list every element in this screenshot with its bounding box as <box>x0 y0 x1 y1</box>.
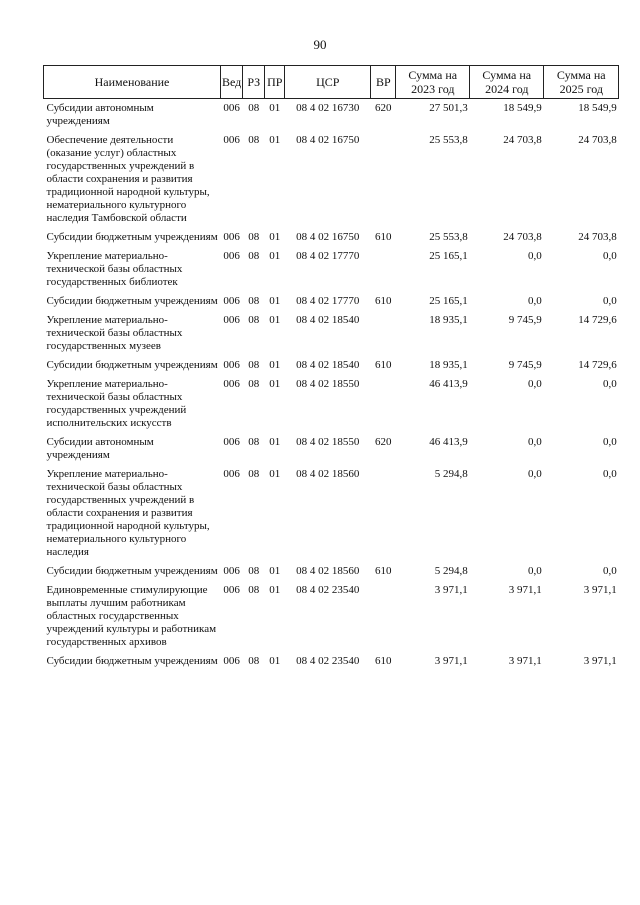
row-sum-2023: 46 413,9 <box>429 378 468 390</box>
row-name: Укрепление материально-технической базы областных государственных учреждений в области сохранения и развития традиционной народной культуры, нематериального культурного наследия <box>46 468 210 558</box>
row-sum-2025: 18 549,9 <box>578 102 617 114</box>
header-csr: ЦСР <box>285 66 371 99</box>
row-csr: 08 4 02 18540 <box>296 314 360 326</box>
row-sum-2024: 24 703,8 <box>503 231 542 243</box>
row-pr: 01 <box>269 102 281 114</box>
row-sum-2024: 3 971,1 <box>508 655 542 667</box>
table-row <box>44 468 619 559</box>
row-rz: 08 <box>248 655 260 667</box>
row-name: Субсидии автономным учреждениям <box>46 436 154 461</box>
row-ved: 006 <box>223 584 240 596</box>
header-vr: ВР <box>371 66 396 99</box>
row-rz: 08 <box>248 250 260 262</box>
row-pr: 01 <box>269 436 281 448</box>
row-ved: 006 <box>223 295 240 307</box>
row-sum-2025: 24 703,8 <box>578 231 617 243</box>
row-ved: 006 <box>223 378 240 390</box>
row-ved: 006 <box>223 250 240 262</box>
row-sum-2025: 3 971,1 <box>583 655 617 667</box>
table-body <box>44 99 619 669</box>
row-vr <box>371 378 396 430</box>
row-sum-2025: 14 729,6 <box>578 314 617 326</box>
table-row <box>44 231 619 244</box>
row-ved: 006 <box>223 359 240 371</box>
row-vr: 610 <box>375 231 392 243</box>
row-pr: 01 <box>269 565 281 577</box>
table-row <box>44 359 619 372</box>
row-vr <box>371 250 396 289</box>
row-sum-2025: 14 729,6 <box>578 359 617 371</box>
row-rz: 08 <box>248 102 260 114</box>
row-name: Субсидии бюджетным учреждениям <box>46 565 218 577</box>
row-pr: 01 <box>269 378 281 390</box>
row-pr: 01 <box>269 655 281 667</box>
table-row <box>44 99 619 129</box>
row-pr: 01 <box>269 250 281 262</box>
page-number: 90 <box>313 37 327 52</box>
table-row <box>44 314 619 353</box>
row-csr: 08 4 02 23540 <box>296 584 360 596</box>
row-pr: 01 <box>269 468 281 480</box>
budget-table <box>43 65 619 668</box>
table-row <box>44 295 619 308</box>
row-csr: 08 4 02 18550 <box>296 378 360 390</box>
row-ved: 006 <box>223 314 240 326</box>
row-name: Субсидии бюджетным учреждениям <box>46 231 218 243</box>
row-sum-2023: 25 553,8 <box>429 231 468 243</box>
table-row <box>44 250 619 289</box>
row-sum-2024: 24 703,8 <box>503 134 542 146</box>
row-sum-2025: 0,0 <box>603 468 617 480</box>
row-name: Субсидии бюджетным учреждениям <box>46 359 218 371</box>
row-sum-2024: 3 971,1 <box>508 584 542 596</box>
row-csr: 08 4 02 17770 <box>296 295 360 307</box>
row-sum-2023: 5 294,8 <box>434 565 468 577</box>
row-sum-2023: 5 294,8 <box>434 468 468 480</box>
row-sum-2024: 0,0 <box>528 295 542 307</box>
row-pr: 01 <box>269 314 281 326</box>
row-sum-2024: 0,0 <box>528 250 542 262</box>
row-ved: 006 <box>223 231 240 243</box>
row-rz: 08 <box>248 468 260 480</box>
row-ved: 006 <box>223 134 240 146</box>
row-rz: 08 <box>248 436 260 448</box>
row-name: Укрепление материально-технической базы областных государственных музеев <box>46 314 183 352</box>
row-sum-2023: 25 553,8 <box>429 134 468 146</box>
row-sum-2025: 0,0 <box>603 436 617 448</box>
row-rz: 08 <box>248 314 260 326</box>
row-name: Единовременные стимулирующие выплаты лучшим работникам областных государственных учреждений культуры и работникам государственных архивов <box>46 584 217 648</box>
row-ved: 006 <box>223 102 240 114</box>
row-sum-2023: 3 971,1 <box>434 655 468 667</box>
row-sum-2025: 0,0 <box>603 565 617 577</box>
row-sum-2023: 3 971,1 <box>434 584 468 596</box>
row-csr: 08 4 02 18550 <box>296 436 360 448</box>
header-sum-2025: Сумма на 2025 год <box>544 66 619 99</box>
row-rz: 08 <box>248 584 260 596</box>
row-sum-2023: 27 501,3 <box>429 102 468 114</box>
row-rz: 08 <box>248 359 260 371</box>
row-sum-2025: 0,0 <box>603 250 617 262</box>
row-name: Укрепление материально-технической базы областных государственных библиотек <box>46 250 183 288</box>
row-csr: 08 4 02 18560 <box>296 565 360 577</box>
row-sum-2023: 18 935,1 <box>429 314 468 326</box>
row-pr: 01 <box>269 295 281 307</box>
row-name: Субсидии автономным учреждениям <box>46 102 154 127</box>
table-row <box>44 565 619 578</box>
row-csr: 08 4 02 18560 <box>296 468 360 480</box>
row-vr: 610 <box>375 359 392 371</box>
row-csr: 08 4 02 16750 <box>296 231 360 243</box>
row-sum-2024: 0,0 <box>528 468 542 480</box>
header-name: Наименование <box>44 66 221 99</box>
row-pr: 01 <box>269 231 281 243</box>
row-csr: 08 4 02 18540 <box>296 359 360 371</box>
table-row <box>44 584 619 649</box>
row-sum-2025: 0,0 <box>603 295 617 307</box>
row-csr: 08 4 02 16750 <box>296 134 360 146</box>
table-row <box>44 134 619 225</box>
row-name: Субсидии бюджетным учреждениям <box>46 295 218 307</box>
table-row <box>44 436 619 462</box>
row-sum-2024: 18 549,9 <box>503 102 542 114</box>
row-name: Обеспечение деятельности (оказание услуг) областных государственных учреждений в области сохранения и развития традиционной народной культуры, нематериального культурного наследия Тамбовской области <box>46 134 210 224</box>
header-ved: Вед <box>221 66 243 99</box>
row-sum-2024: 0,0 <box>528 436 542 448</box>
row-sum-2024: 9 745,9 <box>508 314 542 326</box>
row-sum-2025: 24 703,8 <box>578 134 617 146</box>
header-rz: РЗ <box>243 66 265 99</box>
row-sum-2024: 9 745,9 <box>508 359 542 371</box>
row-ved: 006 <box>223 565 240 577</box>
row-vr: 610 <box>375 565 392 577</box>
row-rz: 08 <box>248 231 260 243</box>
row-csr: 08 4 02 16730 <box>296 102 360 114</box>
row-sum-2024: 0,0 <box>528 378 542 390</box>
row-csr: 08 4 02 23540 <box>296 655 360 667</box>
row-vr <box>371 314 396 353</box>
header-sum-2023: Сумма на 2023 год <box>396 66 470 99</box>
row-ved: 006 <box>223 468 240 480</box>
row-vr <box>371 584 396 649</box>
row-sum-2025: 3 971,1 <box>583 584 617 596</box>
row-pr: 01 <box>269 584 281 596</box>
row-name: Укрепление материально-технической базы областных государственных учреждений исполнительских искусств <box>46 378 187 429</box>
row-name: Субсидии бюджетным учреждениям <box>46 655 218 667</box>
row-csr: 08 4 02 17770 <box>296 250 360 262</box>
row-vr: 620 <box>375 436 392 448</box>
row-vr: 620 <box>375 102 392 114</box>
row-rz: 08 <box>248 565 260 577</box>
row-ved: 006 <box>223 655 240 667</box>
row-sum-2023: 25 165,1 <box>429 295 468 307</box>
row-vr <box>371 468 396 559</box>
row-pr: 01 <box>269 359 281 371</box>
row-rz: 08 <box>248 295 260 307</box>
table-header <box>44 66 619 99</box>
row-sum-2023: 46 413,9 <box>429 436 468 448</box>
table-row <box>44 655 619 668</box>
row-rz: 08 <box>248 134 260 146</box>
header-sum-2024: Сумма на 2024 год <box>470 66 544 99</box>
row-vr: 610 <box>375 295 392 307</box>
row-rz: 08 <box>248 378 260 390</box>
row-sum-2025: 0,0 <box>603 378 617 390</box>
row-sum-2023: 18 935,1 <box>429 359 468 371</box>
table-row <box>44 378 619 430</box>
row-vr <box>371 134 396 225</box>
row-vr: 610 <box>375 655 392 667</box>
row-ved: 006 <box>223 436 240 448</box>
row-sum-2024: 0,0 <box>528 565 542 577</box>
row-sum-2023: 25 165,1 <box>429 250 468 262</box>
row-pr: 01 <box>269 134 281 146</box>
header-pr: ПР <box>265 66 285 99</box>
